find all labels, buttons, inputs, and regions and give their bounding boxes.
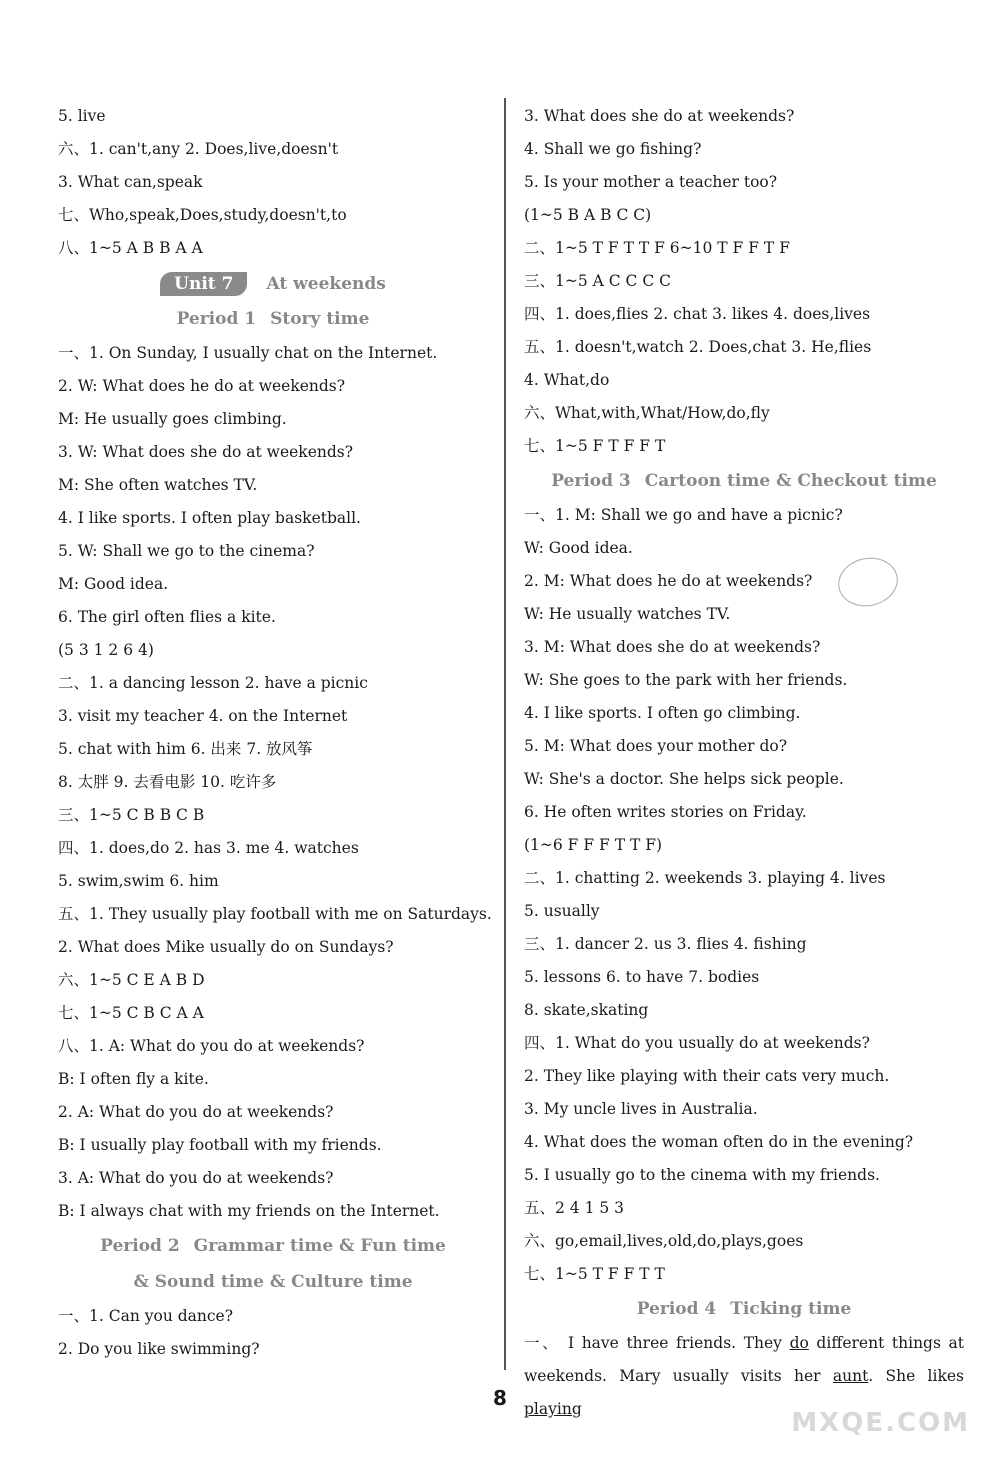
answer-line: 三、1~5 A C C C C (524, 272, 671, 290)
answer-line: 6. He often writes stories on Friday. (524, 803, 807, 821)
answer-line: M: She often watches TV. (58, 476, 258, 494)
answer-line: 4. What does the woman often do in the evening? (524, 1133, 914, 1151)
answer-line: 5. Is your mother a teacher too? (524, 173, 778, 191)
answer-line: 4. I like sports. I often go climbing. (524, 704, 801, 722)
answer-line: 八、1. A: What do you do at weekends? (58, 1037, 365, 1055)
answer-line: 八、1~5 A B B A A (58, 239, 203, 257)
answer-line: 3. What can,speak (58, 173, 203, 191)
answer-line: M: Good idea. (58, 575, 169, 593)
period-title: Cartoon time & Checkout time (644, 471, 937, 491)
answer-line: 二、1. a dancing lesson 2. have a picnic (58, 674, 368, 692)
answer-line: 一、1. On Sunday, I usually chat on the Internet. (58, 344, 438, 362)
answer-line: 2. They like playing with their cats very much. (524, 1067, 890, 1085)
answer-line: 3. What does she do at weekends? (524, 107, 795, 125)
answer-line: 3. M: What does she do at weekends? (524, 638, 821, 656)
answer-line: B: I often fly a kite. (58, 1070, 209, 1088)
answer-line: 七、1~5 C B C A A (58, 1004, 204, 1022)
period-number: Period 2 (100, 1236, 180, 1256)
unit-header (58, 265, 488, 301)
answer-line: 4. I like sports. I often play basketball. (58, 509, 361, 527)
answer-line: 8. 太胖 9. 去看电影 10. 吃许多 (58, 773, 277, 791)
answer-line: W: He usually watches TV. (524, 605, 731, 623)
answer-line: 3. W: What does she do at weekends? (58, 443, 354, 461)
period-number: Period 3 (551, 471, 631, 491)
answer-line: 六、go,email,lives,old,do,plays,goes (524, 1232, 804, 1250)
answer-line: W: She goes to the park with her friends. (524, 671, 848, 689)
unit-badge: Unit 7 (160, 272, 247, 296)
answer-line: M: He usually goes climbing. (58, 410, 287, 428)
left-column (58, 100, 492, 1366)
period-title: Story time (270, 309, 370, 329)
passage-text: . She likes (868, 1367, 964, 1385)
period-heading (58, 301, 488, 337)
answer-line: 3. visit my teacher 4. on the Internet (58, 707, 348, 725)
answer-line: 2. W: What does he do at weekends? (58, 377, 346, 395)
period-heading (58, 1228, 488, 1264)
answer-line: 三、1~5 C B B C B (58, 806, 205, 824)
passage-text: 一、 I have three friends. They (524, 1334, 790, 1352)
answer-line: 2. M: What does he do at weekends? (524, 572, 813, 590)
answer-line: 一、1. Can you dance? (58, 1307, 234, 1325)
answer-line: B: I usually play football with my friends. (58, 1136, 382, 1154)
answer-line: (5 3 1 2 6 4) (58, 641, 154, 659)
period-number: Period 1 (176, 309, 257, 329)
answer-line: 5. live (58, 107, 106, 125)
answer-line: 4. What,do (524, 371, 610, 389)
answer-line: 5. M: What does your mother do? (524, 737, 788, 755)
answer-line: 5. W: Shall we go to the cinema? (58, 542, 315, 560)
answer-line: 四、1. does,do 2. has 3. me 4. watches (58, 839, 359, 857)
page-number: 8 (493, 1386, 507, 1410)
answer-line: 5. chat with him 6. 出来 7. 放风筝 (58, 740, 313, 758)
answer-line: 5. I usually go to the cinema with my friends. (524, 1166, 880, 1184)
passage-answer: playing (524, 1400, 582, 1418)
period-title: Grammar time & Fun time (193, 1236, 446, 1256)
right-column (524, 100, 964, 1426)
answer-line: 六、1~5 C E A B D (58, 971, 205, 989)
answer-line: 七、1~5 T F F T T (524, 1265, 665, 1283)
period-heading (524, 1291, 964, 1327)
passage-answer: do (789, 1334, 809, 1352)
answer-line: 四、1. What do you usually do at weekends? (524, 1034, 870, 1052)
answer-line: 七、Who,speak,Does,study,doesn't,to (58, 206, 347, 224)
answer-line: W: Good idea. (524, 539, 633, 557)
answer-line: 六、1. can't,any 2. Does,live,doesn't (58, 140, 339, 158)
answer-line: 五、1. doesn't,watch 2. Does,chat 3. He,flies (524, 338, 872, 356)
answer-line: 二、1. chatting 2. weekends 3. playing 4. lives (524, 869, 886, 887)
answer-line: 三、1. dancer 2. us 3. flies 4. fishing (524, 935, 807, 953)
answer-line: 2. A: What do you do at weekends? (58, 1103, 334, 1121)
answer-line: 一、1. M: Shall we go and have a picnic? (524, 506, 843, 524)
period-heading-continued: & Sound time & Culture time (133, 1272, 413, 1292)
answer-line: 四、1. does,flies 2. chat 3. likes 4. does,lives (524, 305, 871, 323)
answer-line: 6. The girl often flies a kite. (58, 608, 276, 626)
column-divider (504, 98, 506, 1370)
passage-answer: aunt (832, 1367, 869, 1385)
answer-line: 2. What does Mike usually do on Sundays? (58, 938, 394, 956)
answer-line: 8. skate,skating (524, 1001, 649, 1019)
period-title: Ticking time (730, 1299, 852, 1319)
answer-line: 五、2 4 1 5 3 (524, 1199, 625, 1217)
answer-line: (1~5 B A B C C) (524, 206, 652, 224)
period-number: Period 4 (636, 1299, 717, 1319)
watermark: MXQE.COM (791, 1408, 970, 1438)
answer-line: W: She's a doctor. She helps sick people. (524, 770, 844, 788)
answer-line: 4. Shall we go fishing? (524, 140, 702, 158)
answer-line: 5. swim,swim 6. him (58, 872, 219, 890)
answer-line: 5. lessons 6. to have 7. bodies (524, 968, 760, 986)
answer-line: 二、1~5 T F T T F 6~10 T F F T F (524, 239, 790, 257)
unit-title: At weekends (266, 273, 386, 294)
answer-line: 七、1~5 F T F F T (524, 437, 666, 455)
answer-line: 3. My uncle lives in Australia. (524, 1100, 758, 1118)
answer-line: 2. Do you like swimming? (58, 1340, 260, 1358)
answer-line: B: I always chat with my friends on the Internet. (58, 1202, 440, 1220)
answer-line: (1~6 F F F T T F) (524, 836, 663, 854)
answer-line: 5. usually (524, 902, 600, 920)
answer-line: 3. A: What do you do at weekends? (58, 1169, 334, 1187)
answer-line: 六、What,with,What/How,do,fly (524, 404, 770, 422)
answer-line: 五、1. They usually play football with me on Saturdays. (58, 905, 492, 923)
period-heading (524, 463, 964, 499)
passage-text: different things at weekends. Mary usually visits her (524, 1334, 965, 1385)
